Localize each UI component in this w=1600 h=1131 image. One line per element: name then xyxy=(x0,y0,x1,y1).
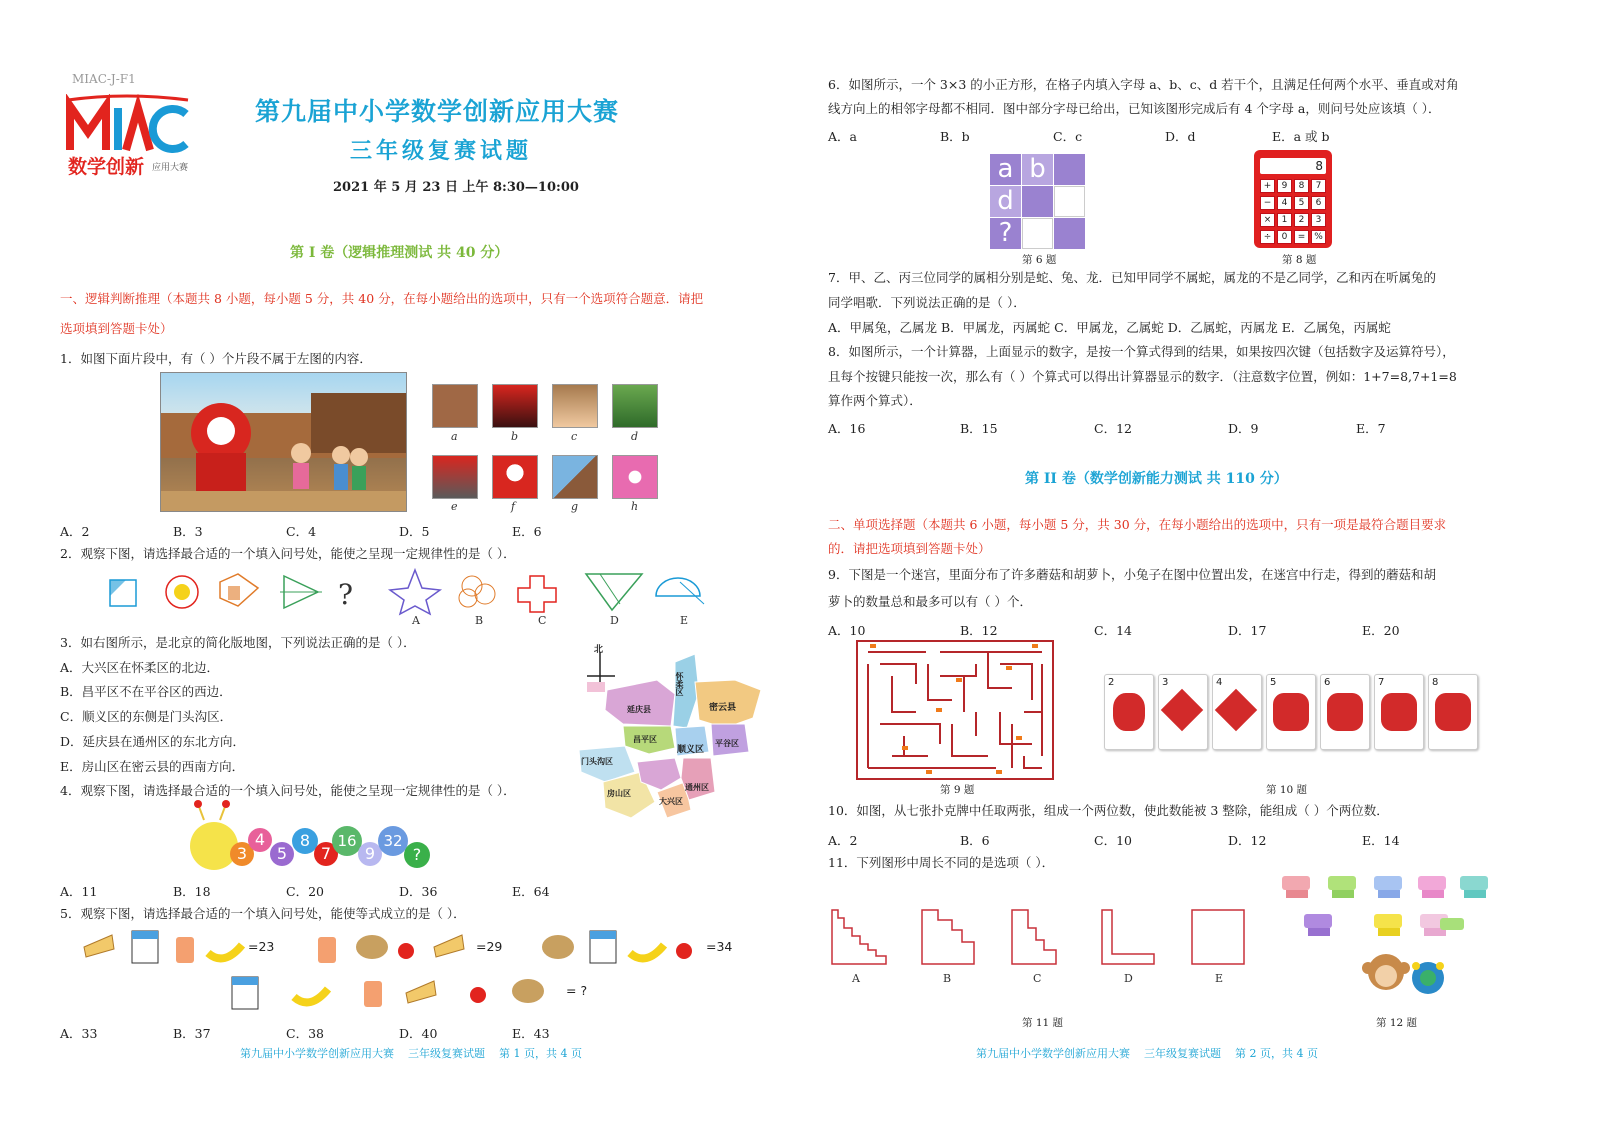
q11-label-e: E xyxy=(1215,972,1224,985)
q2-option-d-shape xyxy=(586,574,642,610)
q4-ball-8: 32 xyxy=(378,826,408,856)
q1-option-c: C．4 xyxy=(286,524,317,539)
q5-food-equations xyxy=(80,925,760,1015)
footer-page-2: 第九届中小学数学创新应用大赛 三年级复赛试题 第 2 页，共 4 页 xyxy=(976,1047,1318,1060)
q1-option-b: B．3 xyxy=(173,524,203,539)
q11-shapes xyxy=(828,906,1258,970)
card-3-number: 3 xyxy=(1162,677,1169,688)
q3-option-c: C．顺义区的东侧是门头沟区． xyxy=(60,709,233,724)
q1-option-d: D．5 xyxy=(399,524,430,539)
q1-label-a: a xyxy=(451,430,458,443)
q5-text: 5．观察下图，请选择最合适的一个填入问号处，能使等式成立的是（ ）． xyxy=(60,906,466,921)
q6-option-b: B．b xyxy=(940,129,970,144)
section1-line1: 一、逻辑判断推理（本题共 8 小题，每小题 5 分，共 40 分，在每小题给出的选项中，只有一个选项符合题意．请把 xyxy=(60,291,704,306)
district-yanqing xyxy=(605,680,675,726)
q9-maze xyxy=(856,640,1054,780)
q6-cell-5 xyxy=(1022,186,1053,217)
q10-option-a: A．2 xyxy=(828,833,858,848)
part1-heading: 第 I 卷（逻辑推理测试 共 40 分） xyxy=(290,245,509,261)
q7-line1: 7．甲、乙、丙三位同学的属相分别是蛇、兔、龙．已知甲同学不属蛇，属龙的不是乙同学，乙和丙在听属兔的 xyxy=(828,270,1436,285)
card-2-number: 2 xyxy=(1108,677,1115,688)
calc-key-plus: + xyxy=(1260,179,1275,193)
calc-key-times: × xyxy=(1260,213,1275,227)
q12-chairs-figure xyxy=(1280,872,1510,1006)
card-3-art xyxy=(1161,689,1203,731)
cookie-basket-icon-2 xyxy=(542,935,574,959)
q9-line2: 萝卜的数量总和最多可以有（ ）个． xyxy=(828,594,1032,609)
monkey-icon xyxy=(1362,954,1410,990)
q6-line1: 6．如图所示，一个 3×3 的小正方形，在格子内填入字母 a、b、c、d 若干个，且满足任何两个水平、垂直或对角 xyxy=(828,77,1459,92)
q9-option-e: E．20 xyxy=(1362,623,1400,638)
beijing-map xyxy=(575,642,770,822)
map-label-tongzhou: 通州区 xyxy=(685,782,709,792)
beijing-map-graphic xyxy=(575,642,770,822)
milk-box-icon xyxy=(132,931,158,963)
map-label-miyun: 密云县 xyxy=(709,703,737,713)
q4-ball-1: 3 xyxy=(230,842,254,866)
q6-option-d: D．d xyxy=(1165,129,1196,144)
q6-option-a: A．a xyxy=(828,129,857,144)
section2-line2: 的．请把选项填到答题卡处） xyxy=(828,541,991,556)
q4-option-b: B．18 xyxy=(173,884,211,899)
q2-option-e-shape xyxy=(656,578,704,604)
q10-caption: 第 10 题 xyxy=(1266,784,1308,796)
q1-thumb-e xyxy=(432,455,478,499)
q9-option-c: C．14 xyxy=(1094,623,1132,638)
q5-option-e: E．43 xyxy=(512,1026,550,1041)
map-label-huairou: 怀柔区 xyxy=(675,672,685,696)
card-8 xyxy=(1428,674,1478,750)
card-6-number: 6 xyxy=(1324,677,1331,688)
q1-scene xyxy=(161,373,406,511)
q4-option-a: A．11 xyxy=(60,884,98,899)
apple-icon-3 xyxy=(470,987,486,1003)
calc-key-3: 3 xyxy=(1311,213,1326,227)
footer-page-1: 第九届中小学数学创新应用大赛 三年级复赛试题 第 1 页，共 4 页 xyxy=(240,1047,582,1060)
q1-thumb-d xyxy=(612,384,658,428)
map-north-label: 北 xyxy=(594,645,604,655)
card-3 xyxy=(1158,674,1208,750)
q7-line2: 同学唱歌．下列说法正确的是（ ）． xyxy=(828,295,1026,310)
section1-line2: 选项填到答题卡处） xyxy=(60,321,173,336)
q8-option-e: E．7 xyxy=(1356,421,1386,436)
juice-jar-icon xyxy=(176,937,194,963)
sandwich-icon-2 xyxy=(434,935,464,957)
map-label-pinggu: 平谷区 xyxy=(715,738,739,748)
q1-main-picture xyxy=(160,372,407,512)
apple-icon xyxy=(398,943,414,959)
map-label-yanqing: 延庆县 xyxy=(627,704,651,714)
card-5 xyxy=(1266,674,1316,750)
q1-label-d: d xyxy=(631,430,639,443)
juice-jar-icon-3 xyxy=(364,981,382,1007)
q10-text: 10．如图，从七张扑克牌中任取两张，组成一个两位数，使此数能被 3 整除，能组成（ ）个两位数． xyxy=(828,803,1389,818)
q3-option-d: D．延庆县在通州区的东北方向． xyxy=(60,734,246,749)
q3-option-e: E．房山区在密云县的西南方向． xyxy=(60,759,245,774)
q5-eq3-result: =34 xyxy=(706,939,733,954)
banana-icon-3 xyxy=(294,989,328,1002)
q8-option-a: A．16 xyxy=(828,421,866,436)
sandwich-icon xyxy=(84,935,114,957)
exam-title: 第九届中小学数学创新应用大赛 xyxy=(255,97,620,126)
q6-cell-4: d xyxy=(990,186,1021,217)
q1-thumb-c xyxy=(552,384,598,428)
q2-shape-1 xyxy=(110,580,136,606)
map-label-changping: 昌平区 xyxy=(633,734,657,744)
map-label-fangshan: 房山区 xyxy=(607,788,631,798)
exam-datetime: 2021 年 5 月 23 日 上午 8:30—10:00 xyxy=(333,180,579,195)
q4-ball-5: 7 xyxy=(314,842,338,866)
banana-icon xyxy=(208,945,242,958)
q4-ball-7: 9 xyxy=(358,842,382,866)
q6-cell-6 xyxy=(1054,186,1085,217)
miac-logo-graphic xyxy=(66,94,190,154)
card-5-art xyxy=(1273,693,1309,731)
q5-option-d: D．40 xyxy=(399,1026,438,1041)
calculator-display: 8 xyxy=(1260,158,1326,174)
calc-key-8: 8 xyxy=(1294,179,1309,193)
exam-subtitle: 三年级复赛试题 xyxy=(350,138,533,164)
card-7 xyxy=(1374,674,1424,750)
q11-shape-c xyxy=(1012,910,1056,964)
card-4-number: 4 xyxy=(1216,677,1223,688)
sandwich-icon-3 xyxy=(406,981,436,1003)
q6-cell-1: a xyxy=(990,154,1021,185)
q6-line2: 线方向上的相邻字母都不相同．图中部分字母已给出，已知该图形完成后有 4 个字母 a，则问号处应该填（ ）． xyxy=(828,101,1441,116)
q3-option-a: A．大兴区在怀柔区的北边． xyxy=(60,660,220,675)
q6-cell-8 xyxy=(1022,218,1053,249)
q3-option-b: B．昌平区不在平谷区的西边． xyxy=(60,684,232,699)
card-6 xyxy=(1320,674,1370,750)
section2-line1: 二、单项选择题（本题共 6 小题，每小题 5 分，共 30 分，在每小题给出的选项中，只有一项是最符合题目要求 xyxy=(828,517,1447,532)
doc-code: MIAC-J-F1 xyxy=(72,72,136,86)
card-2 xyxy=(1104,674,1154,750)
q2-label-a: A xyxy=(412,614,420,627)
q6-option-e: E．a 或 b xyxy=(1272,129,1330,144)
card-8-number: 8 xyxy=(1432,677,1439,688)
q6-cell-2: b xyxy=(1022,154,1053,185)
q2-shape-3 xyxy=(220,574,258,606)
calc-key-1: 1 xyxy=(1277,213,1292,227)
q5-eq2-result: =29 xyxy=(476,939,503,954)
q8-option-c: C．12 xyxy=(1094,421,1132,436)
q4-option-d: D．36 xyxy=(399,884,438,899)
map-label-mentougou: 门头沟区 xyxy=(581,756,613,766)
q7-options: A．甲属兔，乙属龙 B．甲属龙，丙属蛇 C．甲属龙，乙属蛇 D．乙属蛇，丙属龙 E．乙属兔，丙属蛇 xyxy=(828,320,1391,335)
q1-label-h: h xyxy=(631,500,639,513)
q8-line2: 且每个按键只能按一次，那么有（ ）个算式可以得出计算器显示的数字．（注意数字位置，例如：1+7=8,7+1=8 xyxy=(828,369,1457,384)
calc-key-percent: % xyxy=(1311,230,1326,244)
card-7-number: 7 xyxy=(1378,677,1385,688)
q12-caption: 第 12 题 xyxy=(1376,1017,1418,1029)
q11-label-b: B xyxy=(943,972,952,985)
q4-ball-2: 4 xyxy=(248,828,272,852)
apple-icon-2 xyxy=(676,943,692,959)
q2-label-d: D xyxy=(610,614,619,627)
q4-caterpillar xyxy=(190,800,440,878)
q6-option-c: C．c xyxy=(1053,129,1083,144)
q8-caption: 第 8 题 xyxy=(1282,254,1317,266)
q9-caption: 第 9 题 xyxy=(940,784,975,796)
q1-label-e: e xyxy=(451,500,458,513)
q4-ball-6: 16 xyxy=(332,826,362,856)
q1-text: 1．如图下面片段中，有（ ）个片段不属于左图的内容． xyxy=(60,351,372,366)
calc-key-divide: ÷ xyxy=(1260,230,1275,244)
miac-logo xyxy=(66,94,190,182)
calc-key-0: 0 xyxy=(1277,230,1292,244)
q10-option-d: D．12 xyxy=(1228,833,1267,848)
card-6-art xyxy=(1327,693,1363,731)
calc-key-2: 2 xyxy=(1294,213,1309,227)
q11-caption: 第 11 题 xyxy=(1022,1017,1064,1029)
calc-key-9: 9 xyxy=(1277,179,1292,193)
q4-ball-question: ? xyxy=(404,842,430,868)
cookie-basket-icon xyxy=(356,935,388,959)
q2-text: 2．观察下图，请选择最合适的一个填入问号处，能使之呈现一定规律性的是（ ）． xyxy=(60,546,516,561)
q10-option-c: C．10 xyxy=(1094,833,1132,848)
q2-shapes xyxy=(100,566,720,616)
q2-label-e: E xyxy=(680,614,689,627)
banana-icon-2 xyxy=(630,945,664,958)
calc-key-minus: − xyxy=(1260,196,1275,210)
peacock-icon xyxy=(1412,962,1444,994)
calc-key-5: 5 xyxy=(1294,196,1309,210)
q4-option-e: E．64 xyxy=(512,884,550,899)
card-4 xyxy=(1212,674,1262,750)
q5-option-a: A．33 xyxy=(60,1026,98,1041)
q6-cell-9 xyxy=(1054,218,1085,249)
map-label-shunyi: 顺义区 xyxy=(677,745,705,755)
q10-option-b: B．6 xyxy=(960,833,990,848)
q11-label-a: A xyxy=(852,972,860,985)
q6-cell-3 xyxy=(1054,154,1085,185)
q2-option-a-shape xyxy=(390,570,440,614)
map-label-daxing: 大兴区 xyxy=(659,796,683,806)
logo-subtitle-2: 应用大赛 xyxy=(152,163,189,173)
q11-label-c: C xyxy=(1033,972,1042,985)
q6-grid xyxy=(990,154,1085,249)
q9-option-b: B．12 xyxy=(960,623,998,638)
calc-key-4: 4 xyxy=(1277,196,1292,210)
q1-thumb-g xyxy=(552,455,598,499)
q2-question-mark: ? xyxy=(338,578,354,611)
q5-option-c: C．38 xyxy=(286,1026,324,1041)
q3-text: 3．如右图所示，是北京的简化版地图，下列说法正确的是（ ）． xyxy=(60,635,416,650)
q8-line3: 算作两个算式）． xyxy=(828,393,922,408)
q1-option-a: A．2 xyxy=(60,524,90,539)
q4-text: 4．观察下图，请选择最合适的一个填入问号处，能使之呈现一定规律性的是（ ）． xyxy=(60,783,516,798)
q8-option-b: B．15 xyxy=(960,421,998,436)
calc-key-equals: = xyxy=(1294,230,1309,244)
q4-ball-4: 8 xyxy=(292,828,318,854)
q1-label-b: b xyxy=(511,430,519,443)
q11-shape-e xyxy=(1192,910,1244,964)
district-yanqing-edge xyxy=(587,682,605,692)
chair-row-top xyxy=(1282,876,1488,898)
q2-label-b: B xyxy=(475,614,484,627)
q2-shape-4 xyxy=(280,576,322,608)
q1-label-f: f xyxy=(511,500,516,513)
q5-option-b: B．37 xyxy=(173,1026,211,1041)
q11-label-d: D xyxy=(1124,972,1133,985)
q11-text: 11．下列图形中周长不同的是选项（ ）． xyxy=(828,855,1055,870)
q11-shape-b xyxy=(922,910,974,964)
q1-thumb-b xyxy=(492,384,538,428)
q5-eq1-result: =23 xyxy=(248,939,275,954)
q8-option-d: D．9 xyxy=(1228,421,1259,436)
q1-label-g: g xyxy=(571,500,579,513)
q4-ball-3: 5 xyxy=(270,842,294,866)
logo-subtitle: 数学创新 xyxy=(68,156,145,178)
card-4-art xyxy=(1215,689,1257,731)
q8-line1: 8．如图所示，一个计算器，上面显示的数字，是按一个算式得到的结果，如果按四次键（包括数字及运算符号）， xyxy=(828,344,1455,359)
q5-eq4-result: = ? xyxy=(566,983,588,998)
q2-shape-2 xyxy=(166,576,198,608)
q1-thumb-h xyxy=(612,455,658,499)
q2-option-c-shape xyxy=(518,576,556,612)
q6-cell-7: ? xyxy=(990,218,1021,249)
card-8-art xyxy=(1435,693,1471,731)
q9-option-d: D．17 xyxy=(1228,623,1267,638)
q9-line1: 9．下图是一个迷宫，里面分布了许多蘑菇和胡萝卜，小兔子在图中位置出发，在迷宫中行走，得到的蘑菇和胡 xyxy=(828,567,1436,582)
milk-box-icon-3 xyxy=(232,977,258,1009)
q2-option-b-shape xyxy=(459,576,495,607)
calc-key-7: 7 xyxy=(1311,179,1326,193)
q2-label-c: C xyxy=(538,614,547,627)
q10-option-e: E．14 xyxy=(1362,833,1400,848)
card-5-number: 5 xyxy=(1270,677,1277,688)
juice-jar-icon-2 xyxy=(318,937,336,963)
q1-thumb-a xyxy=(432,384,478,428)
card-7-art xyxy=(1381,693,1417,731)
cookie-basket-icon-3 xyxy=(512,979,544,1003)
q1-option-e: E．6 xyxy=(512,524,542,539)
q6-caption: 第 6 题 xyxy=(1022,254,1057,266)
q1-label-c: c xyxy=(571,430,578,443)
card-2-art xyxy=(1113,693,1145,731)
q11-shape-a xyxy=(832,910,886,964)
part2-heading: 第 II 卷（数学创新能力测试 共 110 分） xyxy=(1025,471,1288,487)
q1-thumb-f xyxy=(492,455,538,499)
q9-option-a: A．10 xyxy=(828,623,866,638)
chair-row-middle xyxy=(1304,914,1464,936)
calc-key-6: 6 xyxy=(1311,196,1326,210)
q4-option-c: C．20 xyxy=(286,884,324,899)
milk-box-icon-2 xyxy=(590,931,616,963)
q11-shape-d xyxy=(1102,910,1154,964)
q8-calculator xyxy=(1254,150,1332,248)
